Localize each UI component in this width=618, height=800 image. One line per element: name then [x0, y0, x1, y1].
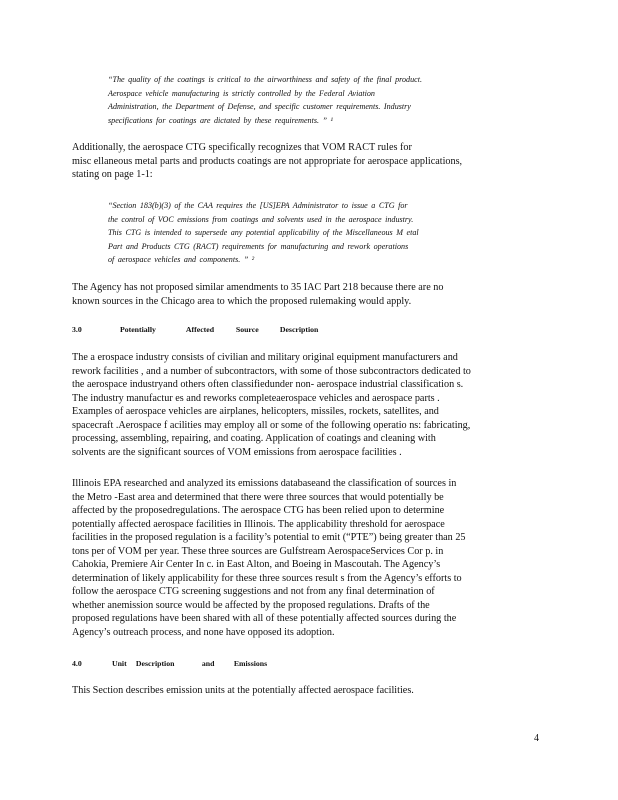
text-line: determination of likely applicability for these three sources result s from the Agency’s efforts to [72, 572, 462, 584]
block-quote-1 [108, 73, 528, 127]
text-line: Administration, the Department of Defense, and specific customer requirements. Industry [108, 102, 411, 112]
text-line: solvents are the significant sources of VOM emissions from aerospace facilities . [72, 446, 402, 458]
text-line: The a erospace industry consists of civilian and military original equipment manufacturers and [72, 352, 458, 363]
paragraph-additionally [72, 141, 540, 182]
text-line: spacecraft .Aerospace f acilities may employ all or some of the following operatio ns: fabricating, [72, 419, 471, 431]
text-line: “Section 183(b)(3) of the CAA requires the [US]EPA Administrator to issue a CTG for [108, 201, 408, 210]
text-line: whether anemission source would be affected by the proposed regulations. Drafts of the [72, 599, 430, 611]
paragraph-agency [72, 281, 540, 308]
paragraph-section-describes [72, 684, 540, 698]
heading-word: Source [235, 325, 259, 334]
text-line: This CTG is intended to supersede any potential applicability of the Miscellaneous M etal [108, 228, 419, 238]
text-line: stating on page 1-1: [72, 169, 153, 180]
page-number: 4 [534, 733, 539, 744]
text-line: the aerospace industryand others often classifiedunder non- aerospace industrial classification s. [72, 379, 464, 390]
text-line: The Agency has not proposed similar amendments to 35 IAC Part 218 because there are no [72, 282, 444, 293]
text-line: Examples of aerospace vehicles are airplanes, helicopters, missiles, rockets, satellites, and [72, 406, 439, 417]
text-line: follow the aerospace CTG screening suggestions and not from any final determination of [72, 586, 435, 597]
heading-word: Unit [111, 659, 127, 668]
section-heading-4 [72, 659, 267, 668]
heading-word: and [201, 659, 215, 668]
text-line: Illinois EPA researched and analyzed its emissions databaseand the classification of sources in [72, 478, 457, 489]
text-line: Part and Products CTG (RACT) requirements for manufacturing and rework operations [108, 241, 409, 251]
text-line: misc ellaneous metal parts and products coatings are not appropriate for aerospace applications, [72, 155, 463, 167]
heading-word: Description [135, 659, 175, 668]
text-line: known sources in the Chicago area to which the proposed rulemaking would apply. [72, 295, 412, 307]
text-line: potentially affected aerospace facilities in Illinois. The applicability threshold for aerospace [72, 518, 445, 530]
paragraph-industry [72, 351, 540, 459]
section-number: 3.0 [72, 325, 82, 334]
text-line: Aerospace vehicle manufacturing is strictly controlled by the Federal Aviation [108, 88, 375, 98]
text-line: proposed regulations have been shared with all of these potentially affected sources during the [72, 613, 457, 624]
text-line: facilities in the proposed regulation is a facility’s potential to emit (“PTE”) being greater than 25 [72, 532, 466, 543]
text-line: tons per of VOM per year. These three sources are Gulfstream AerospaceServices Cor p. in [72, 545, 444, 557]
heading-word: Affected [185, 325, 215, 334]
section-number: 4.0 [72, 659, 82, 668]
text-line: the control of VOC emissions from coatings and solvents used in the aerospace industry. [108, 214, 414, 224]
text-line: rework facilities , and a number of subcontractors, with some of those subcontractors dedicated to [72, 365, 471, 377]
text-line: of aerospace vehicles and components. ” ² [108, 255, 255, 265]
block-quote-2 [108, 199, 528, 267]
text-line: the Metro -East area and determined that there were three sources that would potentially be [72, 491, 444, 503]
section-heading-3 [72, 325, 318, 334]
text-line: specifications for coatings are dictated by these requirements. ” ¹ [108, 115, 333, 125]
text-line: Agency’s outreach process, and none have opposed its adoption. [72, 626, 335, 638]
heading-word: Description [279, 325, 319, 334]
text-line: This Section describes emission units at the potentially affected aerospace facilities. [72, 685, 414, 696]
text-line: Additionally, the aerospace CTG specifically recognizes that VOM RACT rules for [72, 142, 412, 153]
text-line: Cahokia, Premiere Air Center In c. in East Alton, and Boeing in Mascoutah. The Agency’s [72, 559, 441, 570]
heading-word: Potentially [119, 325, 156, 334]
text-line: processing, assembling, repairing, and coating. Application of coatings and cleaning with [72, 433, 436, 444]
text-line: affected by the proposedregulations. The aerospace CTG has been relied upon to determine [72, 505, 445, 516]
text-line: “The quality of the coatings is critical to the airworthiness and safety of the final product. [108, 75, 423, 84]
heading-word: Emissions [233, 659, 268, 668]
text-line: The industry manufactur es and reworks completeaerospace vehicles and aerospace parts . [72, 392, 440, 404]
paragraph-illinois-epa [72, 477, 540, 639]
